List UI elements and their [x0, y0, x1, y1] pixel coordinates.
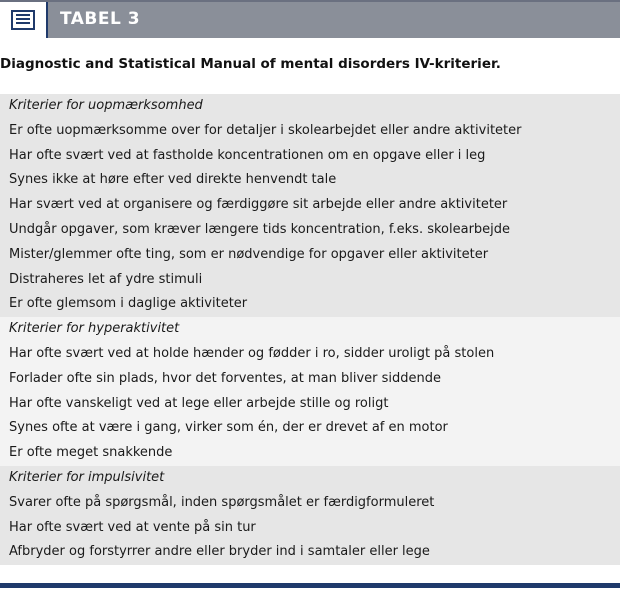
- table-row: Har ofte vanskeligt ved at lege eller arbejde stille og roligt: [9, 395, 389, 411]
- group-heading: Kriterier for uopmærksomhed: [9, 98, 203, 113]
- table-row: Har svært ved at organisere og færdiggøre sit arbejde eller andre aktiviteter: [9, 197, 508, 213]
- group-heading: Kriterier for impulsivitet: [9, 469, 165, 485]
- group-heading: Kriterier for hyperaktivitet: [9, 321, 180, 337]
- bottom-rule: [0, 583, 620, 588]
- table-header: [0, 0, 620, 38]
- table-row: Synes ofte at være i gang, virker som én, der er drevet af en motor: [9, 420, 448, 436]
- table-row: Svarer ofte på spørgsmål, inden spørgsmålet er færdigformuleret: [9, 494, 435, 510]
- table-caption: Diagnostic and Statistical Manual of mental disorders IV-kriterier.: [0, 56, 501, 72]
- table-row: Distraheres let af ydre stimuli: [9, 271, 203, 287]
- table-row: Har ofte svært ved at fastholde koncentrationen om en opgave eller i leg: [9, 147, 486, 163]
- group-inattention: [0, 94, 620, 317]
- table-row: Er ofte uopmærksomme over for detaljer i skolearbejdet eller andre aktiviteter: [9, 122, 522, 138]
- table-title: TABEL 3: [60, 9, 141, 29]
- table-row: Har ofte svært ved at vente på sin tur: [9, 519, 256, 535]
- criteria-table: [0, 94, 620, 565]
- group-impulsivity: [0, 466, 620, 565]
- table-row: Synes ikke at høre efter ved direkte henvendt tale: [9, 172, 337, 188]
- table-row: Har ofte svært ved at holde hænder og fødder i ro, sidder uroligt på stolen: [9, 345, 495, 361]
- document-icon: [11, 10, 35, 30]
- table-row: Er ofte glemsom i daglige aktiviteter: [9, 296, 248, 312]
- group-hyperactivity: [0, 317, 620, 466]
- table-row: Undgår opgaver, som kræver længere tids koncentration, f.eks. skolearbejde: [9, 221, 511, 237]
- table-row: Er ofte meget snakkende: [9, 445, 173, 461]
- header-icon-box: [0, 2, 48, 38]
- table-row: Forlader ofte sin plads, hvor det forventes, at man bliver siddende: [9, 370, 442, 386]
- table-row: Afbryder og forstyrrer andre eller bryder ind i samtaler eller lege: [9, 544, 430, 560]
- table-row: Mister/glemmer ofte ting, som er nødvendige for opgaver eller aktiviteter: [9, 246, 489, 262]
